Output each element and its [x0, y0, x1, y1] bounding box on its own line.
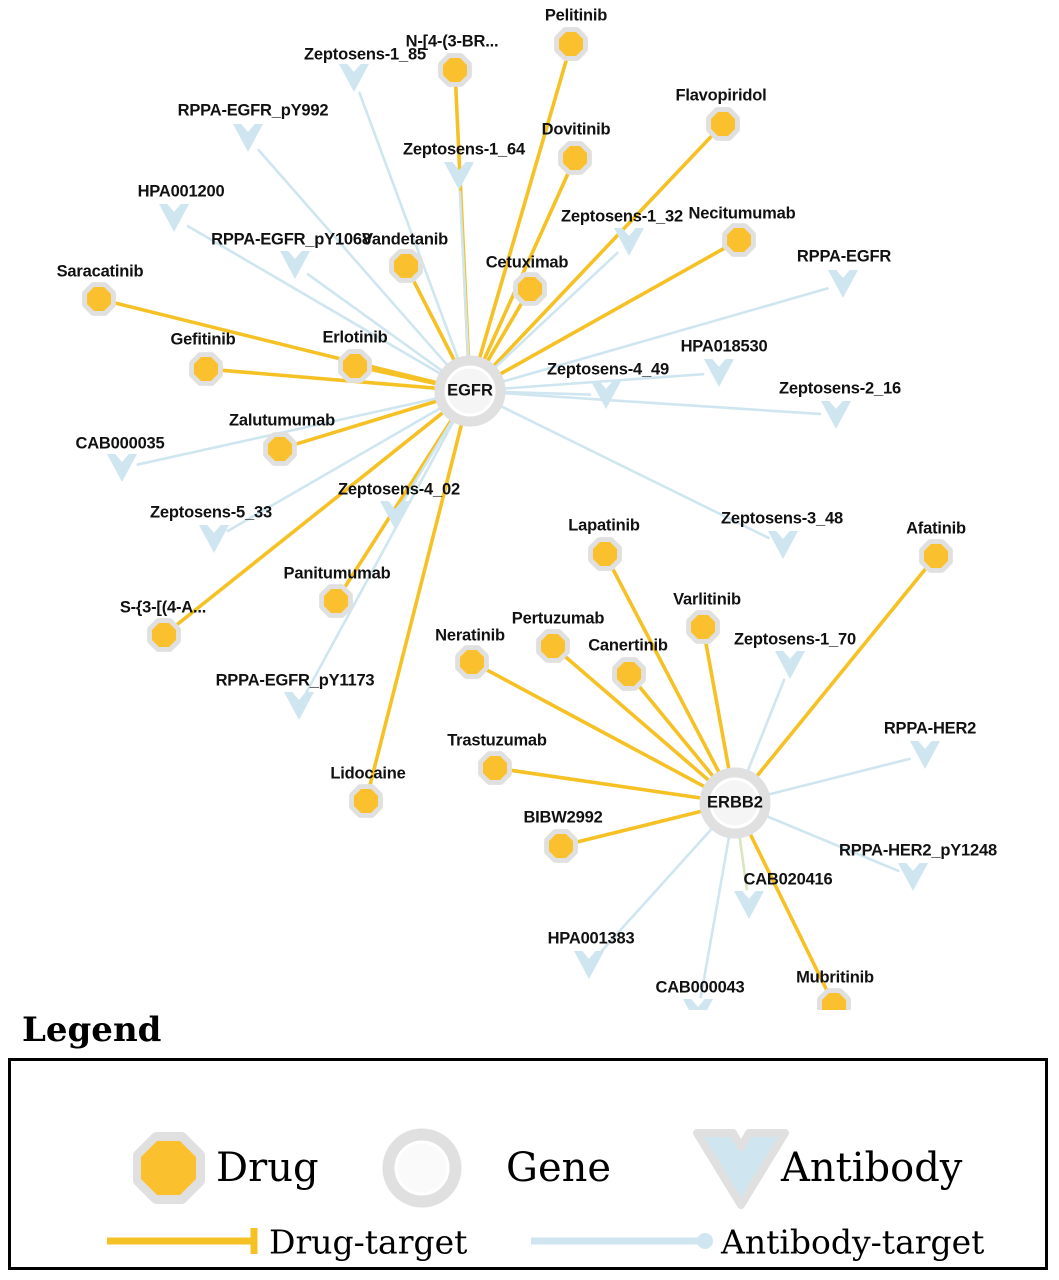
drug-node-label: Pertuzumab: [511, 609, 605, 628]
antibody-node-label: RPPA-EGFR_pY1173: [215, 671, 375, 690]
antibody-target-edge: [503, 393, 820, 414]
antibody-node-label: Zeptosens-2_16: [779, 379, 901, 398]
antibody-target-edge: [767, 759, 909, 795]
antibody-node: [591, 381, 621, 409]
drug-node: [711, 112, 735, 136]
drug-node-label: Zalutumumab: [229, 411, 335, 430]
drug-node-label: BIBW2992: [523, 808, 603, 827]
drug-node: [541, 634, 565, 658]
antibody-node-label: Zeptosens-1_85: [304, 45, 426, 64]
drug-node-label: Lapatinib: [568, 516, 640, 535]
antibody-node-label: Zeptosens-4_49: [547, 360, 669, 379]
drug-node: [268, 437, 292, 461]
drug-node: [460, 650, 484, 674]
drug-node: [563, 146, 587, 170]
antibody-node-label: RPPA-EGFR_pY1068: [211, 230, 371, 249]
antibody-node: [734, 891, 764, 919]
drug-node: [483, 756, 507, 780]
legend-antibody-label: Antibody: [781, 1145, 963, 1191]
drug-node-label: Vandetanib: [361, 230, 449, 249]
drug-node-label: Necitumumab: [688, 204, 796, 223]
antibody-node-label: RPPA-HER2_pY1248: [839, 841, 997, 860]
antibody-node: [199, 525, 229, 553]
drug-node-label: Afatinib: [906, 519, 966, 538]
drug-node-label: Varlitinib: [673, 590, 741, 609]
drug-node: [518, 277, 542, 301]
antibody-node-label: RPPA-EGFR_pY992: [177, 101, 329, 120]
legend-box: [8, 1058, 1048, 1270]
antibody-node: [821, 401, 851, 429]
gene-node-label: ERBB2: [707, 793, 763, 812]
drug-node: [691, 615, 715, 639]
antibody-node-label: Zeptosens-5_33: [150, 503, 272, 522]
drug-target-edge: [511, 770, 703, 798]
antibody-node: [898, 863, 928, 891]
drug-node: [324, 589, 348, 613]
legend-drug-target-label: Drug-target: [269, 1222, 468, 1262]
antibody-node: [768, 531, 798, 559]
antibody-node-label: HPA018530: [680, 337, 768, 356]
drug-node-label: Dovitinib: [541, 120, 611, 139]
legend: [0, 1010, 1059, 1280]
legend-drug-target-edge: [107, 1228, 254, 1254]
antibody-target-edge: [701, 835, 729, 997]
antibody-node: [614, 228, 644, 256]
drug-node-label: Gefitinib: [170, 330, 236, 349]
antibody-node: [107, 454, 137, 482]
antibody-node-label: Zeptosens-1_70: [734, 630, 856, 649]
drug-node-label: Lidocaine: [330, 764, 406, 783]
legend-antibody-icon: [697, 1133, 785, 1205]
antibody-node-label: RPPA-HER2: [883, 719, 977, 738]
antibody-node: [339, 64, 369, 92]
drug-target-edge: [345, 419, 453, 588]
drug-node-label: Trastuzumab: [447, 731, 547, 750]
drug-node-label: N-[4-(3-BR...: [405, 32, 499, 51]
antibody-node-label: CAB000043: [655, 978, 745, 997]
antibody-node: [159, 204, 189, 232]
antibody-node: [828, 270, 858, 298]
antibody-node-label: Zeptosens-1_32: [561, 207, 683, 226]
drug-node: [354, 789, 378, 813]
legend-title: Legend: [22, 1010, 162, 1050]
drug-node-label: S-{3-[(4-A...: [119, 598, 207, 617]
drug-target-edge: [750, 833, 827, 991]
drug-node-label: Panitumumab: [283, 564, 391, 583]
antibody-node-label: CAB020416: [743, 870, 833, 889]
antibody-node: [280, 251, 310, 279]
antibody-node-label: CAB000035: [75, 434, 165, 453]
drug-node: [559, 32, 583, 56]
gene-node-label: EGFR: [447, 381, 493, 400]
legend-drug-icon: [140, 1139, 198, 1197]
drug-node: [443, 58, 467, 82]
drug-node: [593, 542, 617, 566]
antibody-node: [574, 951, 604, 979]
drug-node-label: Mubritinib: [796, 968, 874, 987]
antibody-node: [910, 741, 940, 769]
drug-node: [343, 354, 367, 378]
drug-node: [152, 623, 176, 647]
antibody-node: [233, 124, 263, 152]
drug-node-label: Flavopiridol: [675, 86, 767, 105]
antibody-node: [704, 359, 734, 387]
drug-node-label: Canertinib: [588, 636, 668, 655]
drug-node: [727, 228, 751, 252]
antibody-target-edge: [460, 192, 468, 358]
antibody-node-label: Zeptosens-3_48: [721, 509, 843, 528]
legend-drug-label: Drug: [216, 1145, 319, 1191]
drug-node-label: Neratinib: [435, 626, 505, 645]
antibody-node: [683, 999, 713, 1010]
drug-node-label: Pelitinib: [544, 6, 608, 25]
antibody-node-label: Zeptosens-1_64: [403, 140, 525, 159]
legend-gene-label: Gene: [506, 1145, 612, 1191]
antibody-node: [775, 651, 805, 679]
legend-antibody-target-label: Antibody-target: [721, 1222, 985, 1262]
drug-node: [549, 834, 573, 858]
drug-node: [194, 357, 218, 381]
drug-node: [394, 254, 418, 278]
antibody-node-label: HPA001200: [137, 182, 225, 201]
legend-gene-icon: [389, 1135, 455, 1201]
drug-target-edge: [756, 568, 926, 777]
drug-node: [617, 662, 641, 686]
drug-node: [87, 287, 111, 311]
drug-node-label: Saracatinib: [56, 262, 144, 281]
drug-node: [924, 544, 948, 568]
antibody-node-label: HPA001383: [547, 929, 635, 948]
antibody-node-label: RPPA-EGFR: [796, 247, 892, 266]
drug-node-label: Erlotinib: [322, 328, 388, 347]
drug-node-label: Cetuximab: [485, 253, 569, 272]
antibody-node: [284, 692, 314, 720]
antibody-target-edge: [747, 680, 784, 772]
legend-antibody-target-edge: [531, 1233, 713, 1249]
antibody-node-label: Zeptosens-4_02: [338, 480, 460, 499]
